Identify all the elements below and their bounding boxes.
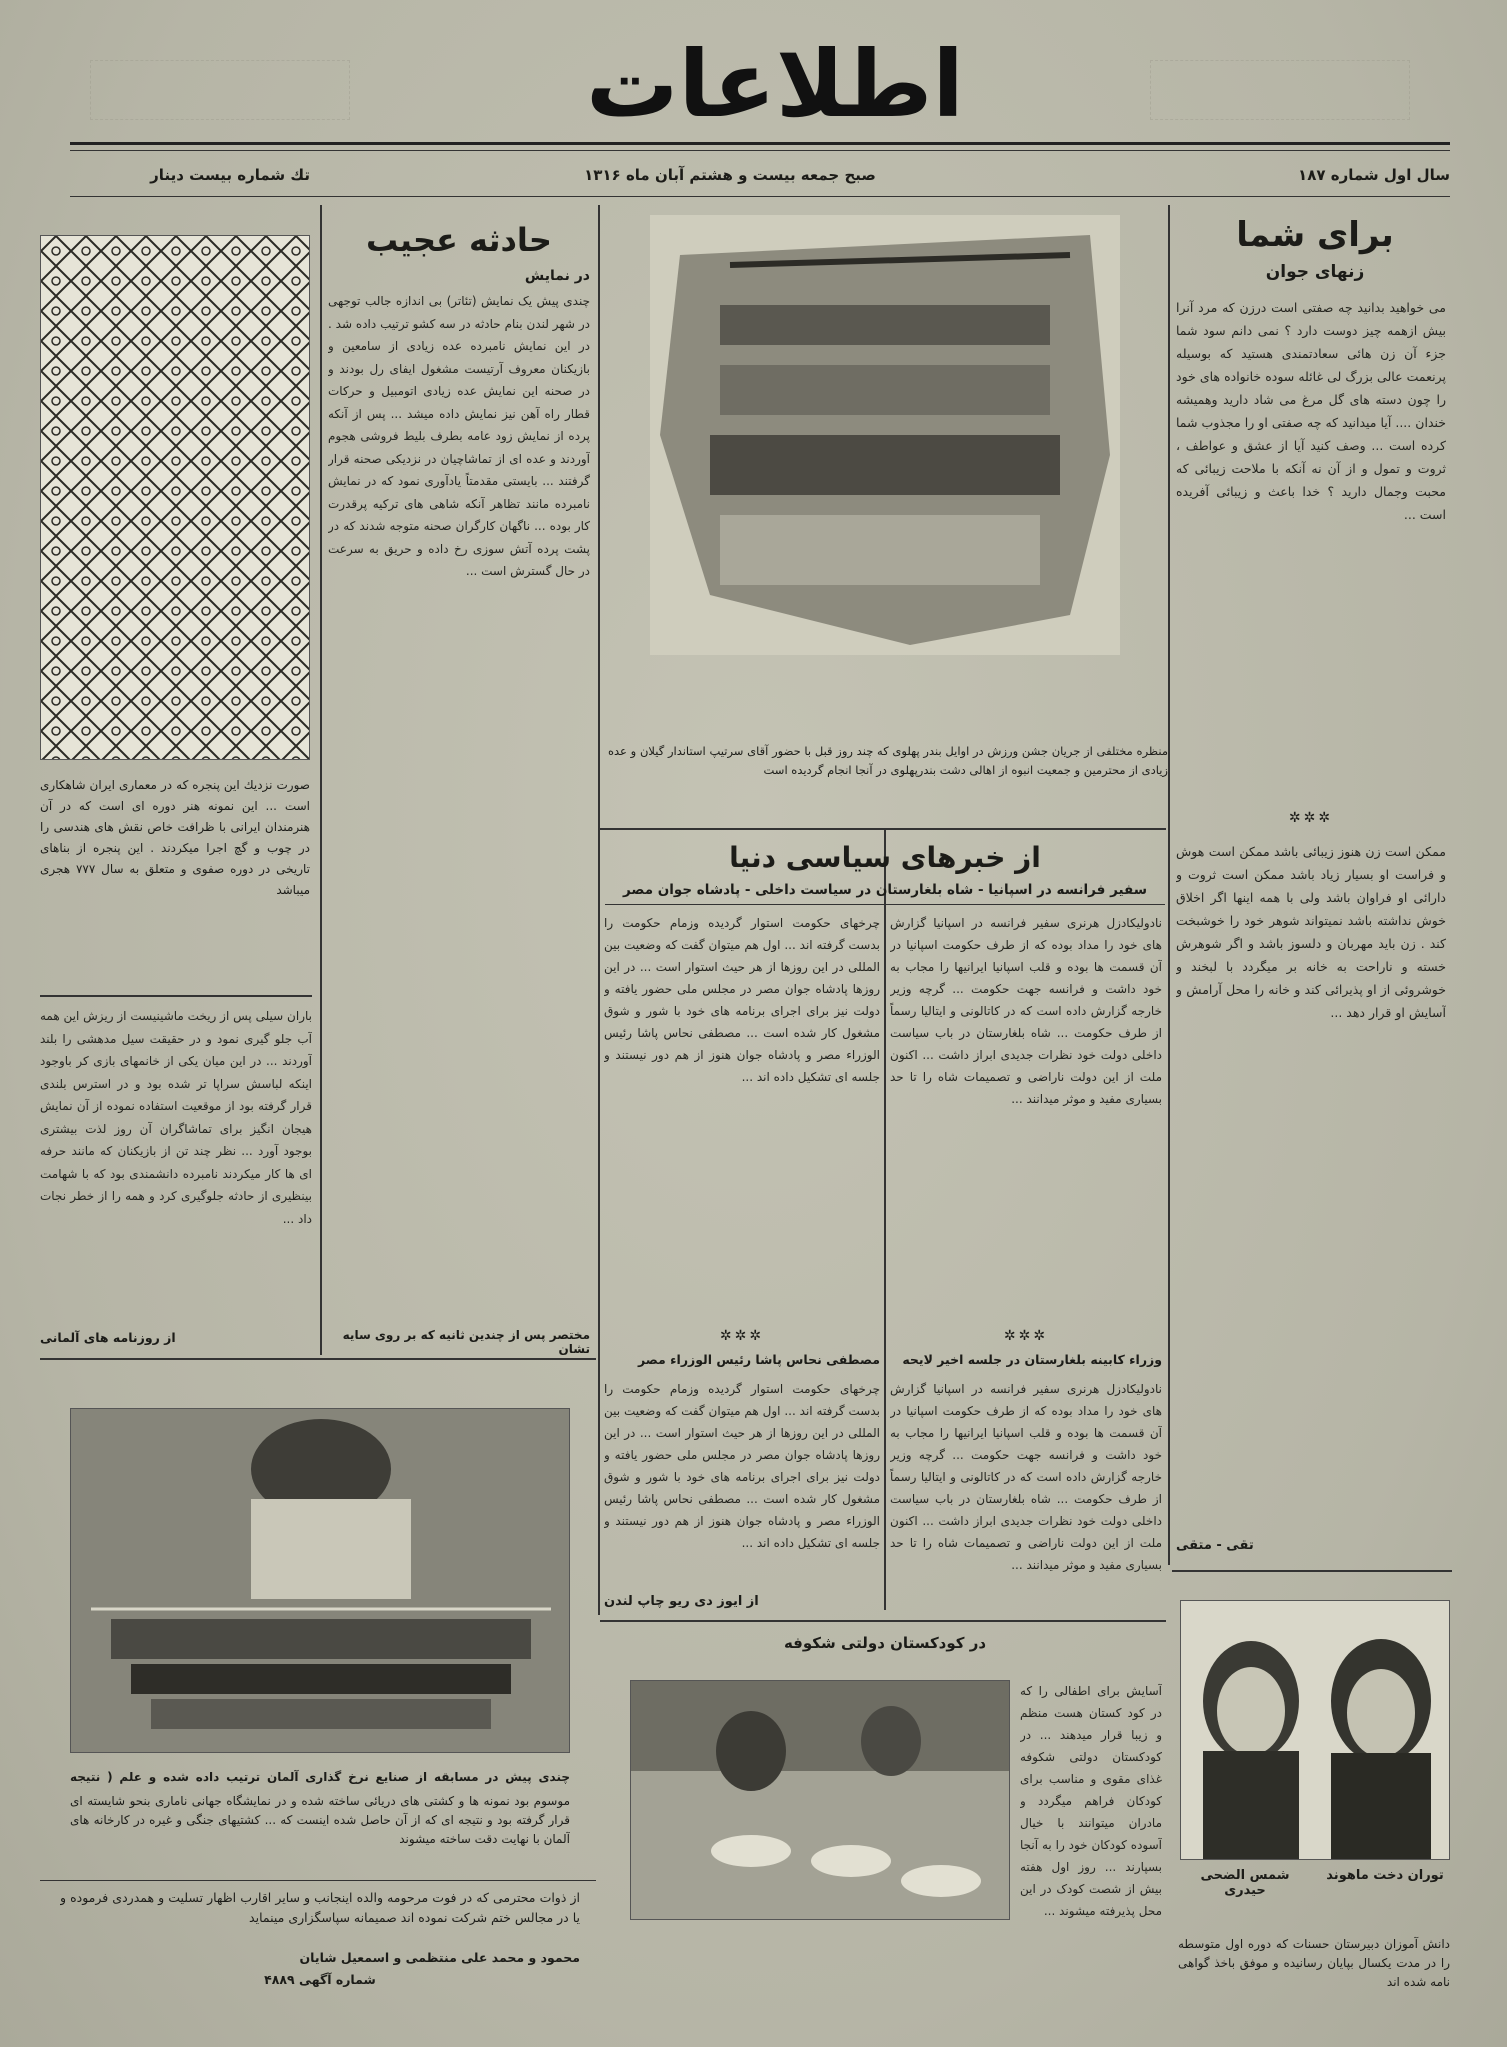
window-photo-caption: صورت نزدیك این پنجره که در معماری ایران شاهکاری است ... این نمونه هنر دوره ای است که در آن هنرمندان ایرانی با ظرافت خاص نقش های هندسی را در چوب و گچ اجرا میکردند . این پنجره از بناهای تاریخی در دوره صفوی و متعلق به سال ۷۷۷ هجری میباشد [40,778,310,897]
issue-price: تك شماره بیست دینار [150,166,310,184]
masthead-ornament-right [1150,60,1410,120]
girls-photo-rule [1172,1570,1452,1572]
world-politics-sub-left: مصطفی نحاس پاشا رئیس الوزراء مصر [637,1352,880,1367]
factory-caption-title: چندی پیش در مسابقه از صنایع نرخ گذاری آلمان ترتیب داده شده و علم ( نتیجه [70,1770,570,1784]
world-politics-col-left-2: چرخهای حکومت استوار گردیده وزمام حکومت را بدست گرفته اند ... اول هم میتوان گفت که وضعیت بین المللی در این روزها از هر حیث استوار است ... در این روزها پادشاه جوان مصر در مجلس ملی حضور یافته و دولت نیز برای اجرای برنامه های خود با شور و شوق مشغول کار شده است ... مصطفی نحاس پاشا رئیس الوزراء مصر و پادشاه جوان هنوز از هم دور نیستند و جلسه ای تشکیل داده اند ... [604,1382,880,1550]
sports-photo [650,215,1120,655]
col-rule-3 [320,205,322,1355]
top-rule [70,142,1450,145]
for-you-stars: ✲✲✲ [1288,810,1334,826]
girls-photo-caption: دانش آموزان دبیرستان حسنات که دوره اول متوسطه را در مدت یکسال بپایان رسانیده و موفق باخذ گواهی نامه شده اند [1178,1937,1450,1989]
ship-models-icon [71,1409,570,1753]
for-you-body-2: ممکن است زن هنوز زیبائی باشد ممکن است هوش و فراست او بسیار زیاد باشد ممکن است ثروت و دارائی او فراوان باشد ولی با همه اینها اگر اخلاق خوش نداشته باشد نمیتواند شوهر خود را خوشبخت کند . زن باید مهربان و دلسوز باشد و اگر شوهرش خسته و ناراحت به خانه بر میگردد با لبخند و خوشروئی از او پذیرائی کند و خانه را محل آرامش و آسایش او قرار دهد ... [1176,844,1446,1020]
factory-photo [70,1408,570,1753]
window-photo [40,235,310,760]
death-notice-code: شماره آگهی ۴۸۸۹ [264,1972,376,1987]
world-politics-bottom-rule [600,1620,1166,1622]
world-politics-col-left: چرخهای حکومت استوار گردیده وزمام حکومت را بدست گرفته اند ... اول هم میتوان گفت که وضعیت بین المللی در این روزها از هر حیث استوار است ... در این روزها پادشاه جوان مصر در مجلس ملی حضور یافته و دولت نیز برای اجرای برنامه های خود با شور و شوق مشغول کار شده است ... مصطفی نحاس پاشا رئیس الوزراء مصر و پادشاه جوان هنوز از هم دور نیستند و جلسه ای تشکیل داده اند ... [604,916,880,1084]
kindergarten-title: در کودکستان دولتی شکوفه [783,1634,987,1652]
sports-caption-rule [600,828,1166,830]
world-politics-col-right-2: نادولیکادزل هرنری سفیر فرانسه در اسپانیا گزارش های خود را مداد بوده که از طرف حکومت اسپانیا در آن قسمت ها بوده و قلب اسپانیا ایرانیها را مجاب به خود داشت و فرانسه جهت حکومت ... گرچه وزیر خارجه گزارش داده است که در کاتالونی و ایتالیا رسماً از طرف حکومت ... شاه بلغارستان در باب سیاست داخلی دولت خود نظرات جدیدی ابراز داشت ... اکنون ملت از این دولت ناراضی و تصمیمات شاه را تا حد بسیاری مفید و موثر میدانند ... [890,1382,1162,1572]
death-notice-text: از ذوات محترمی که در فوت مرحومه والده اینجانب و سایر اقارب اظهار تسلیت و همدردی فرموده و یا در مجالس ختم شرکت نموده اند صمیمانه سپاسگزاری مینماید [60,1890,580,1925]
masthead-title: اطلاعات [586,31,964,138]
accident-footer: مختصر پس از چندین ثانیه که بر روی سایه تشان [342,1328,590,1356]
girl-name-left: شمس الضحی حیدری [1200,1868,1290,1898]
issue-number: سال اول شماره ۱۸۷ [1298,166,1450,184]
accident-subtitle: در نمایش [524,268,590,284]
issue-date: صبح جمعه بیست و هشتم آبان ماه ۱۳۱۶ [584,166,876,184]
accident-title: حادثه عجیب [366,221,552,259]
world-politics-col-right: نادولیکادزل هرنری سفیر فرانسه در اسپانیا گزارش های خود را مداد بوده که از طرف حکومت اسپانیا در آن قسمت ها بوده و قلب اسپانیا ایرانیها را مجاب به خود داشت و فرانسه جهت حکومت ... گرچه وزیر خارجه گزارش داده است که در کاتالونی و ایتالیا رسماً از طرف حکومت ... شاه بلغارستان در باب سیاست داخلی دولت خود نظرات جدیدی ابراز داشت ... اکنون ملت از این دولت ناراضی و تصمیمات شاه را تا حد بسیاری مفید و موثر میدانند ... [890,916,1162,1106]
factory-caption: موسوم بود نمونه ها و کشتی های دریائی ساخته شده و در نمایشگاه جهانی ناماری بنحو شایسته ای قرار گرفته بود و نتیجه ای که از آن حاصل شده اینست که ... کشتیهای جنگی و غیره در کارخانه های آلمان با نهایت دقت ساخته میشوند [70,1794,570,1846]
for-you-signature: تقی - متقی [1176,1538,1254,1553]
world-politics-rule [605,904,1165,905]
kindergarten-body: آسایش برای اطفالی را که در کود کستان هست منظم و زیبا قرار میدهند ... در کودکستان دولتی شکوفه غذای مقوی و مناسب برای کودکان فراهم میگردد و مادران میتوانند با خیال آسوده کودکان خود را به آنجا بسپارند ... روز اول هفته بیش از شصت کودک در این محل پذیرفته میشوند ... [1020,1684,1162,1918]
girls-photo [1180,1600,1450,1860]
girl-name-right: توران دخت ماهوند [1326,1868,1444,1883]
world-politics-stars-left: ✲✲✲ [719,1328,765,1344]
for-you-subtitle: زنهای جوان [1265,262,1365,282]
world-politics-source: از ایوز دی ریو چاپ لندن [604,1594,759,1609]
window-caption-rule [40,995,312,997]
left-column-body: باران سیلی پس از ریخت ماشینیست از ریزش این همه آب جلو گیری نمود و در حقیقت سیل مدهشی را بلند آوردند ... در این میان یکی از خانمهای بازی کر باوجود اینکه لباسش سراپا تر شده بود و در استرس بلندی قرار گرفته بود از موقعیت استفاده نموده از آن نمایش هیجان انگیز برای تماشاگران آن روز لذت بیشتری بوجود آورد ... نظر چند تن از بازیکنان که مانند حرفه ای ها کار میکردند نامبرده دانشمندی بود که با شهامت بینظیری از حادثه جلوگیری کرد و همه را از خطر نجات داد ... [40,1009,312,1226]
notice-top-rule [40,1880,596,1881]
factory-top-rule [40,1358,596,1360]
children-table-icon [631,1681,1010,1920]
col-rule-2 [598,205,600,1615]
top-rule-thin [70,150,1450,151]
world-politics-subtitle: سفیر فرانسه در اسپانیا - شاه بلغارستان در سیاست داخلی - پادشاه جوان مصر [623,882,1147,898]
girls-portrait-icon [1181,1601,1450,1860]
col-rule-4 [884,830,886,1610]
kindergarten-photo [630,1680,1010,1920]
left-column-footer: از روزنامه های آلمانی [40,1330,176,1345]
for-you-title: برای شما [1236,215,1394,255]
for-you-body: می خواهید بدانید چه صفتی است درزن که مرد آنرا بیش ازهمه چیز دوست دارد ؟ نمی دانم سود شما جزء آن زن هائی سعادتمندی هستید که بوسیله پرنعمت عالی بزرگ لی غائله سوده خانواده های خود را چون دسته های گل مرغ می شاد دارید وهمیشه خندان .... آیا میدانید که چه صفتی او را مجذوب شما کرده است ... وصف کنید آیا از عشق و عواطف ، ثروت و تمول و از آن نه آنکه با ملاحت زیبائی که محبت وجمال دارید ؟ خدا باعث و زیبائی آفریده است ... [1176,300,1446,522]
world-politics-sub-right: وزراء کابینه بلغارستان در جلسه اخیر لایحه [902,1352,1162,1367]
world-politics-stars-right: ✲✲✲ [1003,1328,1049,1344]
col-rule-1 [1168,205,1170,1565]
death-notice-names: محمود و محمد علی منتظمی و اسمعیل شایان [299,1950,580,1965]
lattice-window-icon [41,236,310,760]
sports-photo-caption: منظره مختلفی از جریان جشن ورزش در اوایل بندر پهلوی که چند روز قبل با حضور آقای سرتیپ استاندار گیلان و عده زیادی از محترمین و جمعیت انبوه از اهالی دشت بندرپهلوی در آنجا انجام گردیده است [608,744,1168,777]
sports-stadium-icon [650,215,1120,655]
masthead-ornament-left [90,60,350,120]
accident-body: چندی پیش یک نمایش (تئاتر) بی اندازه جالب توجهی در شهر لندن بنام حادثه در سه کشو ترتیب داده شد . در این نمایش نامبرده عده زیادی از سامعین و بازیکنان معروف آرتیست مشغول ایفای رل بودند و در صحنه این نمایش عده زیادی اتومبیل و حرکات قطار راه آهن نیز نمایش داده میشد ... پس از آنکه پرده از نمایش زود عامه بطرف بلیط فروشی هجوم آوردند و عده ای از تماشاچیان در نزدیکی صحنه قرار گرفتند ... بایستی مقدمتاً یادآوری نمود که در نمایش نامبرده مانند تظاهر آنکه شاهی های ترکیه پرقدرت کار بوده ... ناگهان کارگران صحنه متوجه شدند که در پشت پرده آتش سوزی رخ داده و حریق به سرعت در حال گسترش است ... [328,294,590,578]
dateline-rule [70,196,1450,197]
world-politics-title: از خبرهای سیاسی دنیا [729,841,1041,874]
